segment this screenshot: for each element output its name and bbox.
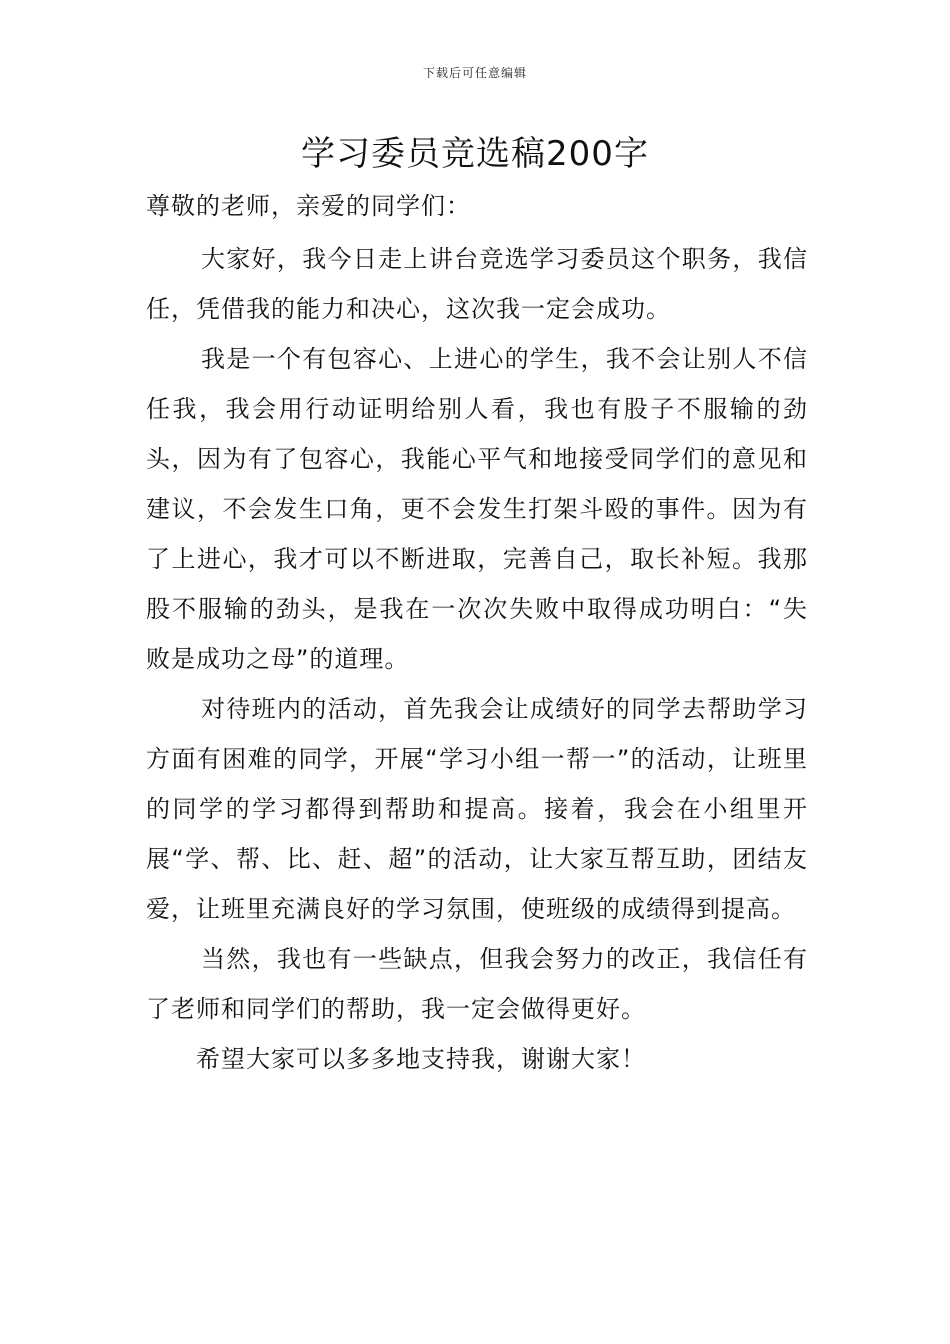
- paragraph-shortcomings: 当然，我也有一些缺点，但我会努力的改正，我信任有了老师和同学们的帮助，我一定会做得更好。: [146, 945, 808, 1023]
- page-header-note: 下载后可任意编辑: [422, 66, 527, 80]
- paragraph-qualities: 我是一个有包容心、上进心的学生，我不会让别人不信任我，我会用行动证明给别人看，我也有股子不服输的劲头，因为有了包容心，我能心平气和地接受同学们的意见和建议，不会发生口角，更不会发生打架斗殴的事件。因为有了上进心，我才可以不断进取，完善自己，取长补短。我那股不服输的劲头，是我在一次次失败中取得成功明白：“失败是成功之母”的道理。: [146, 345, 808, 673]
- greeting-line: 尊敬的老师，亲爱的同学们：: [146, 192, 471, 220]
- document-body: [146, 181, 808, 1084]
- paragraph-plans: 对待班内的活动，首先我会让成绩好的同学去帮助学习方面有困难的同学，开展“学习小组一帮一”的活动，让班里的同学的学习都得到帮助和提高。接着，我会在小组里开展“学、帮、比、赶、超”的活动，让大家互帮互助，团结友爱，让班里充满良好的学习氛围，使班级的成绩得到提高。: [146, 695, 808, 923]
- paragraph-intro: 大家好，我今日走上讲台竞选学习委员这个职务，我信任，凭借我的能力和决心，这次我一定会成功。: [146, 245, 808, 323]
- closing-line: 希望大家可以多多地支持我，谢谢大家！: [196, 1045, 646, 1073]
- document-title: 学习委员竞选稿200字: [301, 134, 649, 174]
